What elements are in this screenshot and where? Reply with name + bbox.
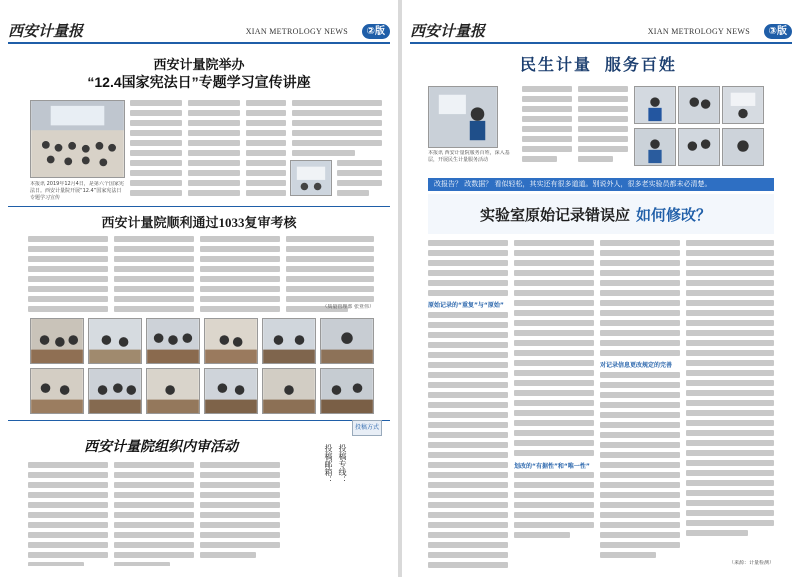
section-photo-2: [678, 86, 720, 124]
article-divider: [8, 206, 390, 207]
masthead-logo: 西安计量报: [8, 22, 84, 40]
article1-column-2: [188, 100, 240, 200]
article-column-2: [514, 240, 594, 570]
article1-column-1: [130, 100, 182, 200]
article2-note: （质量管理部 张亚伟）: [322, 304, 374, 310]
article2-photo-7: [30, 368, 84, 414]
article2-photo-2: [88, 318, 142, 364]
section-photo-5: [678, 128, 720, 166]
submission-box: [300, 420, 382, 570]
article2-photo-10: [204, 368, 258, 414]
article1-title-line2: “12.4国家宪法日”专题学习宣传讲座: [87, 74, 311, 90]
section-photo-3: [722, 86, 764, 124]
article2-photo-11: [262, 368, 316, 414]
masthead-logo: 西安计量报: [410, 22, 486, 40]
article3-title: 西安计量院组织内审活动: [84, 439, 238, 455]
article-title-accent: 如何修改？: [636, 208, 712, 224]
article-column-4: [686, 240, 774, 570]
masthead-paper-name: XIAN METROLOGY NEWS: [245, 27, 348, 36]
article2-photo-12: [320, 368, 374, 414]
article3-column-1: [28, 462, 108, 566]
article2-photo-8: [88, 368, 142, 414]
article-byline: （来源：计量检测）: [728, 560, 774, 566]
right-page: [402, 0, 800, 577]
section-title: 民生计量 服务百姓: [520, 57, 677, 74]
article2-photo-1: [30, 318, 84, 364]
section-column-1: [522, 86, 572, 164]
article2-photo-9: [146, 368, 200, 414]
article-title: 实验室原始记录错误应: [480, 208, 631, 224]
article2-photo-5: [262, 318, 316, 364]
section-column-2: [578, 86, 628, 164]
article-subhead-4: 对记录信息更改规定的完善: [600, 362, 673, 369]
section-photo-main: [428, 86, 498, 148]
article1-column-3: [246, 100, 286, 200]
article-column-1: [428, 240, 508, 570]
article1-column-4: [292, 100, 382, 156]
article-subhead-3: 划改的“有据性”和“唯一性”: [514, 463, 590, 470]
article-column-3: [600, 240, 680, 570]
article2-title: 西安计量院顺利通过1033复审考核: [101, 215, 297, 230]
page-number-badge: ③版: [764, 24, 792, 39]
masthead-paper-name: XIAN METROLOGY NEWS: [647, 27, 750, 36]
article1-small-photo: [290, 160, 332, 196]
article2-photo-4: [204, 318, 258, 364]
article3-column-3: [200, 462, 280, 566]
article1-caption: 本报讯 2019年12月4日，是第六个国家宪法日。西安计量院开展“12.4”国家宪法日专题学习宣传: [30, 181, 124, 201]
section-photo-1: [634, 86, 676, 124]
left-page: [0, 0, 398, 577]
article1-photo: [30, 100, 125, 178]
section-photo-4: [634, 128, 676, 166]
left-masthead: [8, 20, 390, 44]
submission-hotline: 投稿专线：: [338, 444, 347, 484]
section-photo-6: [722, 128, 764, 166]
page-number-badge: ②版: [362, 24, 390, 39]
submission-label: 投稿方式: [352, 420, 382, 436]
article1-column-5: [337, 160, 382, 200]
article3-column-2: [114, 462, 194, 566]
submission-email: 投稿邮箱：: [324, 444, 333, 484]
article2-column-3: [200, 236, 280, 316]
article1-title-line1: 西安计量院举办: [153, 57, 245, 72]
section-caption: 本报讯 西安计量院服务百姓，深入基层，开展民生计量服务活动: [428, 150, 510, 163]
article2-photo-6: [320, 318, 374, 364]
article-subhead-1: 原始记录的“重复”与“原始”: [428, 302, 504, 309]
article2-column-1: [28, 236, 108, 316]
right-masthead: [410, 20, 792, 44]
article-title-area: [428, 194, 774, 234]
article-banner: 改报告？ 改数据？ 看似轻松，其实还有很多道道。别说外人，很多老实验员都未必清楚。: [428, 178, 774, 191]
article2-photo-3: [146, 318, 200, 364]
article2-column-2: [114, 236, 194, 316]
